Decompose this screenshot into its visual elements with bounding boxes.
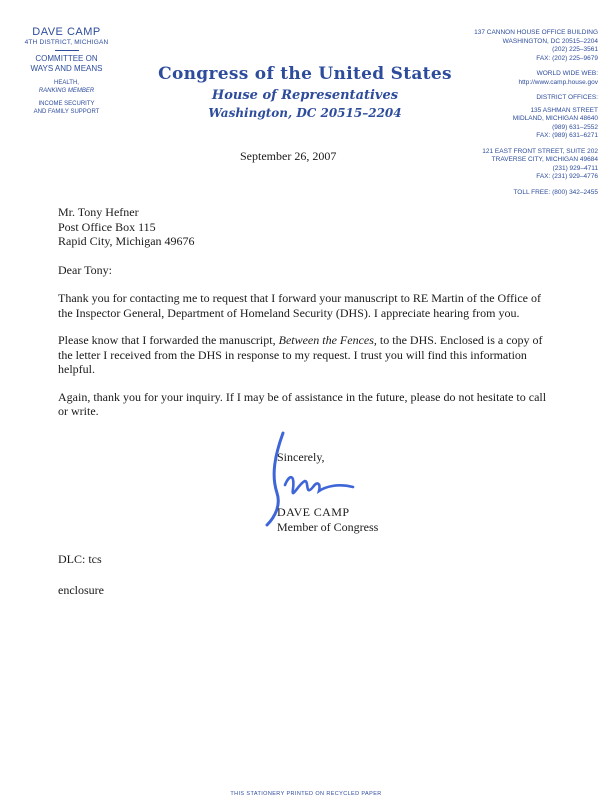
recipient-address-line1: Post Office Box 115 [58,219,156,234]
traverse-phone: (231) 929–4711 [552,164,598,172]
subcommittee-line3: INCOME SECURITY [38,101,95,107]
signer-name: DAVE CAMP [277,505,350,519]
district-office-traverse [448,148,598,182]
web-label: WORLD WIDE WEB: [536,70,598,77]
member-name: DAVE CAMP [32,26,101,38]
left-header [14,26,119,116]
letter-date: September 26, 2007 [240,149,337,163]
traverse-fax: FAX: (231) 929–4776 [536,173,598,180]
website [448,70,598,87]
committee-line1: COMMITTEE ON [35,54,98,63]
paragraph-1: Thank you for contacting me to request that I forward your manuscript to RE Martin of the Office of the Inspector General, Department of Homeland Security (DHS). I appreciate hearing from you. [58,291,541,320]
enclosure-note: enclosure [58,583,104,597]
letter-body [58,205,558,432]
paragraph-2 [58,333,558,377]
traverse-line1: 121 EAST FRONT STREET, SUITE 202 [482,147,598,155]
traverse-line2: TRAVERSE CITY, MICHIGAN 49684 [491,156,598,163]
signer-title: Member of Congress [277,520,379,534]
midland-fax: FAX: (989) 631–6271 [536,132,598,139]
dc-office-fax: FAX: (202) 225–9679 [536,54,598,62]
toll-free: TOLL FREE: (800) 342–2455 [513,188,598,196]
paragraph-2-end: to the DHS. Enclosed is a copy of the letter I received from the DHS in response to my request. I trust you will find this information helpful. [58,333,543,376]
midland-line2: MIDLAND, MICHIGAN 48640 [512,115,598,122]
midland-line1: 135 ASHMAN STREET [530,106,598,114]
dc-office [448,29,598,63]
recipient-address-line2: Rapid City, Michigan 49676 [58,234,195,248]
masthead-congress: Congress of the United States [158,64,452,84]
signer [277,505,378,535]
midland-phone: (989) 631–2552 [552,123,598,131]
district-office-midland [448,94,598,141]
paragraph-3: Again, thank you for your inquiry. If I may be of assistance in the future, please do not hesitate to call or write. [58,389,547,418]
subcommittee-line2: RANKING MEMBER [38,88,95,94]
web-url: http://www.camp.house.gov [518,78,598,86]
district: 4TH DISTRICT, MICHIGAN [24,39,109,46]
dc-office-phone: (202) 225–3561 [552,46,598,53]
subcommittee-line4: AND FAMILY SUPPORT [33,109,100,115]
subcommittee-line1: HEALTH, [54,80,79,86]
masthead-city: Washington, DC 20515–2204 [208,106,402,120]
reference-initials: DLC: tcs [58,552,102,566]
closing: Sincerely, [277,450,325,464]
divider [55,50,79,51]
footer-note: THIS STATIONERY PRINTED ON RECYCLED PAPER [230,791,382,797]
recipient-name: Mr. Tony Hefner [58,205,139,219]
right-header [448,29,598,204]
masthead-house: House of Representatives [211,88,399,103]
district-offices-label: DISTRICT OFFICES: [536,94,598,101]
manuscript-title: Between the Fences, [278,333,377,347]
salutation: Dear Tony: [58,262,112,277]
dc-office-line2: WASHINGTON, DC 20515–2204 [502,37,598,45]
dc-office-line1: 137 CANNON HOUSE OFFICE BUILDING [474,29,598,36]
paragraph-2-start: Please know that I forwarded the manuscript, [58,333,279,347]
masthead [150,64,460,120]
committee-line2: WAYS AND MEANS [30,64,103,73]
